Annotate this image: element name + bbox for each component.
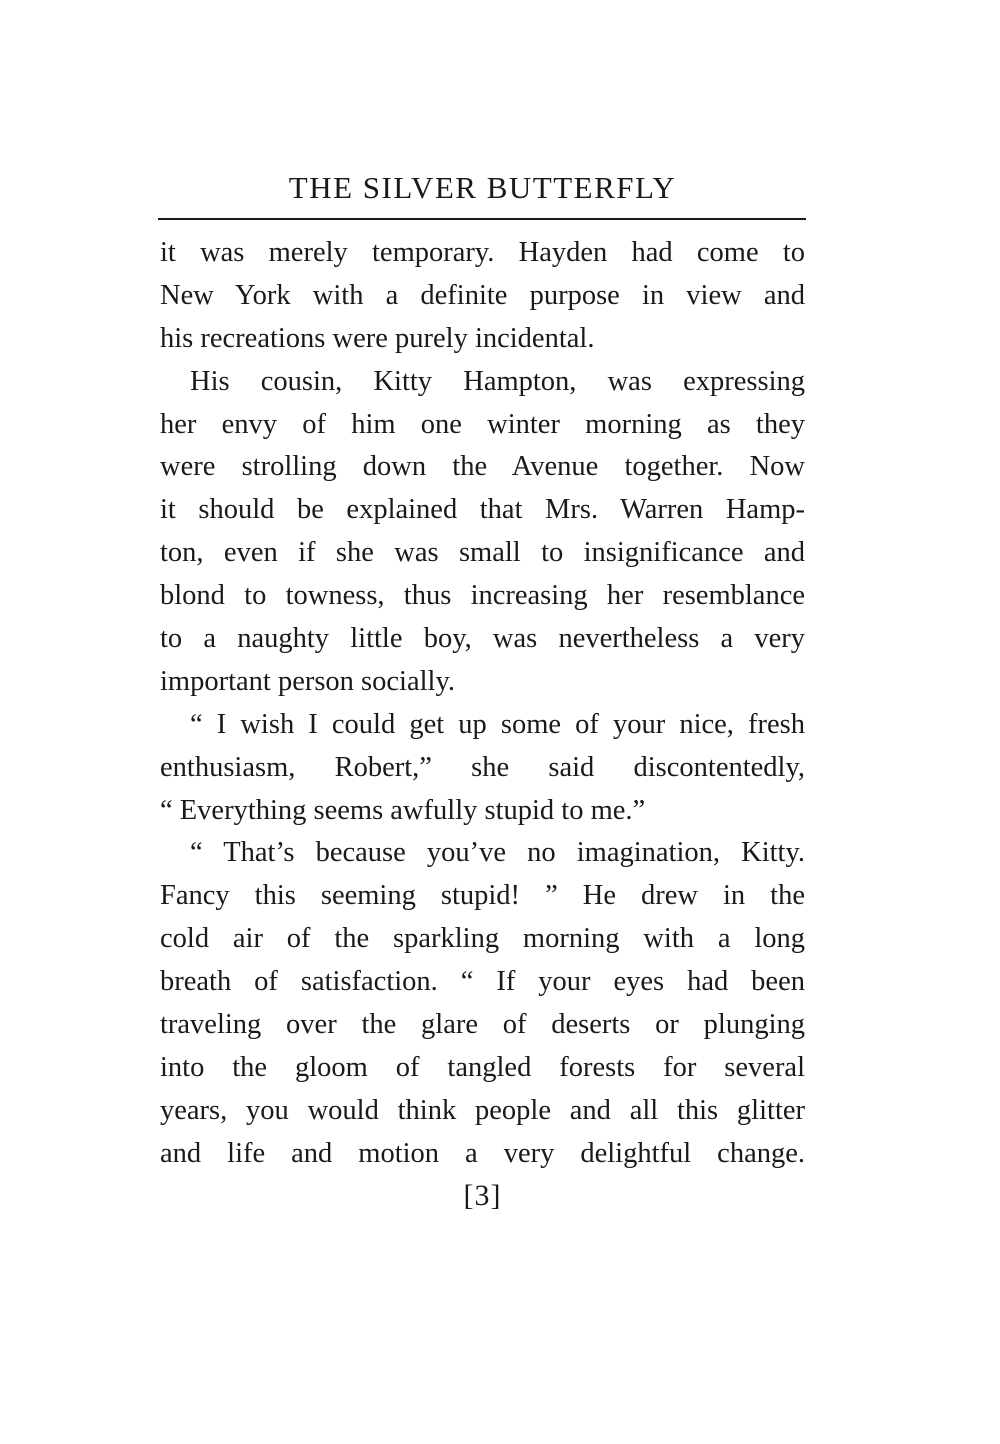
text-line: His cousin, Kitty Hampton, was expressing <box>190 365 805 397</box>
text-line: were strolling down the Avenue together. Now <box>160 451 805 483</box>
text-line: his recreations were purely incidental. <box>160 322 595 354</box>
text-line: into the gloom of tangled forests for several <box>160 1051 805 1083</box>
text-line: “ I wish I could get up some of your nice, fresh <box>190 708 805 740</box>
header-rule <box>158 218 806 220</box>
text-line: her envy of him one winter morning as they <box>160 408 805 440</box>
text-line: it should be explained that Mrs. Warren Hamp- <box>160 494 805 526</box>
text-line: breath of satisfaction. “ If your eyes had been <box>160 966 805 998</box>
body-text <box>160 232 805 1176</box>
text-line: to a naughty little boy, was nevertheless a very <box>160 623 805 655</box>
text-line: years, you would think people and all this glitter <box>160 1094 805 1126</box>
text-line: and life and motion a very delightful change. <box>160 1137 805 1169</box>
text-line: traveling over the glare of deserts or plunging <box>160 1009 805 1041</box>
text-line: “ That’s because you’ve no imagination, Kitty. <box>190 837 805 869</box>
paragraph <box>160 361 805 704</box>
paragraph <box>160 832 805 1175</box>
text-line: it was merely temporary. Hayden had come to <box>160 237 805 268</box>
paragraph <box>160 704 805 833</box>
text-line: important person socially. <box>160 665 455 697</box>
text-line: Fancy this seeming stupid! ” He drew in the <box>160 880 805 912</box>
page-number: [3] <box>463 1179 502 1212</box>
text-line: ton, even if she was small to insignificance and <box>160 537 805 569</box>
paragraph <box>160 232 805 361</box>
text-line: “ Everything seems awfully stupid to me.” <box>160 794 646 826</box>
text-line: cold air of the sparkling morning with a long <box>160 923 805 955</box>
text-line: New York with a definite purpose in view and <box>160 279 805 311</box>
running-head: THE SILVER BUTTERFLY <box>288 170 677 205</box>
text-line: blond to towness, thus increasing her resemblance <box>160 580 805 612</box>
text-line: enthusiasm, Robert,” she said discontentedly, <box>160 751 805 783</box>
